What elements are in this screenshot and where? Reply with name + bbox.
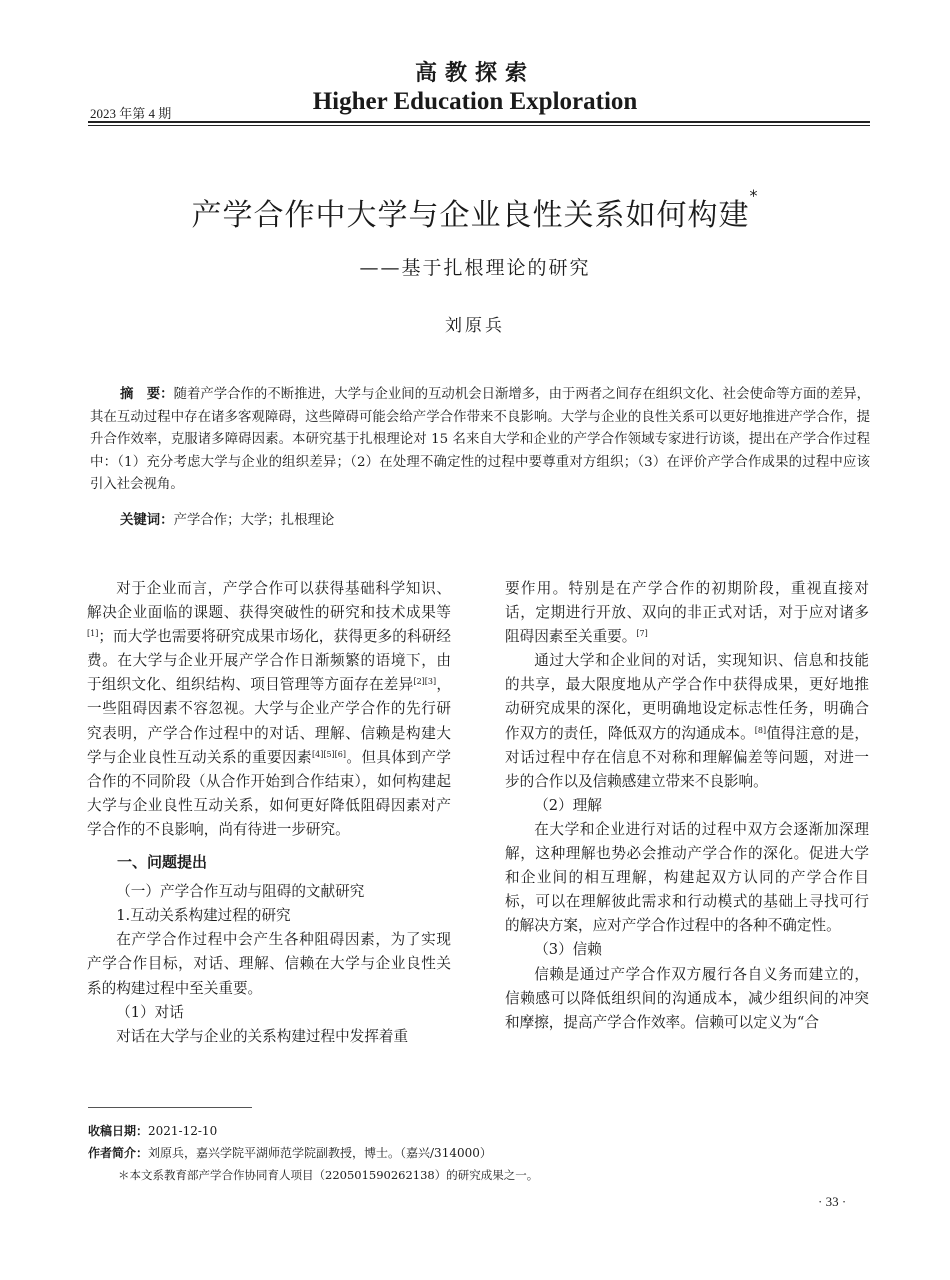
article-title	[0, 186, 950, 234]
journal-title-cn: 高教探索	[414, 61, 535, 86]
citation-ref[interactable]: [4][5][6]	[311, 749, 346, 759]
list-item-heading: （3）信赖	[534, 941, 602, 959]
citation-ref[interactable]: [7]	[636, 629, 648, 639]
article-subtitle: ——基于扎根理论的研究	[359, 257, 591, 279]
footnote-author-text: 刘原兵，嘉兴学院平湖师范学院副教授，博士。（嘉兴/314000）	[148, 1146, 492, 1160]
paragraph: 对于企业而言，产学合作可以获得基础科学知识、解决企业面临的课题、获得突破性的研究和技术成果等[1]；而大学也需要将研究成果市场化，获得更多的科研经费。在大学与企业开展产学合作日渐频繁的语境下，由于组织文化、组织结构、项目管理等方面存在差异[2][3]，一些阻碍因素不容忽视。大学与企业产学合作的先行研究表明，产学合作过程中的对话、理解、信赖是构建大学与企业良性互动关系的重要因素[4][5][6]。但具体到产学合作的不同阶段（从合作开始到合作结束），如何构建起大学与企业良性互动关系，如何更好降低阻碍因素对产学合作的不良影响，尚有待进一步研究。	[87, 580, 451, 838]
citation-ref[interactable]: [8]	[754, 725, 767, 735]
section-heading: 一、问题提出	[117, 853, 208, 872]
footnote-divider	[88, 1107, 252, 1108]
header-rule-thick	[88, 121, 870, 123]
paragraph: 在大学和企业进行对话的过程中双方会逐渐加深理解，这种理解也势必会推动产学合作的深化。促进大学和企业间的相互理解，构建起双方认同的产学合作目标，可以在理解彼此需求和行动模式的基础上寻找可行的解决方案，应对产学合作过程中的各种不确定性。	[505, 820, 869, 935]
body-left-column	[87, 577, 451, 1049]
citation-ref[interactable]: [1]	[87, 629, 99, 639]
keywords	[120, 510, 334, 532]
abstract-text: 随着产学合作的不断推进，大学与企业间的互动机会日渐增多，由于两者之间存在组织文化、社会使命等方面的差异，其在互动过程中存在诸多客观障碍，这些障碍可能会给产学合作带来不良影响。大学与企业的良性关系可以更好地推进产学合作，提升合作效率，克服诸多障碍因素。本研究基于扎根理论对 15 名来自大学和企业的产学合作领域专家进行访谈，提出在产学合作过程中：（1）充分考虑大学与企业的组织差异；（2）在处理不确定性的过程中要尊重对方组织；（3）在评价产学合作成果的过程中应该引入社会视角。	[90, 387, 871, 492]
subsection-heading: （一）产学合作互动与阻碍的文献研究	[116, 883, 365, 901]
list-item-heading: （2）理解	[534, 796, 602, 814]
journal-title-en: Higher Education Exploration	[312, 88, 638, 115]
page-number: · 33 ·	[818, 1194, 847, 1209]
footnote-date-label: 收稿日期：	[88, 1124, 149, 1138]
footnote-author-label: 作者简介：	[88, 1146, 149, 1160]
title-footnote-mark: *	[749, 186, 759, 205]
keywords-text: 产学合作；大学；扎根理论	[173, 513, 335, 528]
paragraph: 对话在大学与企业的关系构建过程中发挥着重	[116, 1027, 409, 1045]
body-right-column	[505, 577, 869, 1035]
subsubsection-heading: 1.互动关系构建过程的研究	[116, 907, 291, 925]
paragraph: 通过大学和企业间的对话，实现知识、信息和技能的共享，最大限度地从产学合作中获得成果，更好地推动研究成果的深化，更明确地设定标志性任务，明确合作双方的责任，降低双方的沟通成本。[8]值得注意的是，对话过程中存在信息不对称和理解偏差等问题，对进一步的合作以及信赖感建立带来不良影响。	[505, 652, 869, 790]
header-rule-thin	[88, 125, 870, 126]
article-title-text: 产学合作中大学与企业良性关系如何构建	[191, 198, 750, 233]
footnote-date-value: 2021-12-10	[148, 1124, 218, 1138]
footnote-funding: ＊本文系教育部产学合作协同育人项目（220501590262138）的研究成果之一。	[118, 1168, 539, 1182]
issue-label: 2023 年第 4 期	[90, 106, 172, 121]
list-item-heading: （1）对话	[116, 1003, 184, 1021]
paragraph: 要作用。特别是在产学合作的初期阶段，重视直接对话，定期进行开放、双向的非正式对话，对于应对诸多阻碍因素至关重要。[7]	[505, 580, 869, 646]
paragraph: 信赖是通过产学合作双方履行各自义务而建立的，信赖感可以降低组织间的沟通成本，减少组织间的冲突和摩擦，提高产学合作效率。信赖可以定义为“合	[505, 965, 869, 1031]
abstract-label: 摘 要：	[120, 387, 174, 402]
citation-ref[interactable]: [2][3]	[413, 677, 437, 687]
abstract	[90, 384, 870, 497]
footnote-author-info	[88, 1144, 492, 1162]
footnote-received-date	[88, 1122, 217, 1140]
paragraph: 在产学合作过程中会产生各种阻碍因素，为了实现产学合作目标，对话、理解、信赖在大学与企业良性关系的构建过程中至关重要。	[87, 931, 451, 997]
article-author: 刘原兵	[445, 316, 505, 336]
keywords-label: 关键词：	[120, 513, 174, 528]
